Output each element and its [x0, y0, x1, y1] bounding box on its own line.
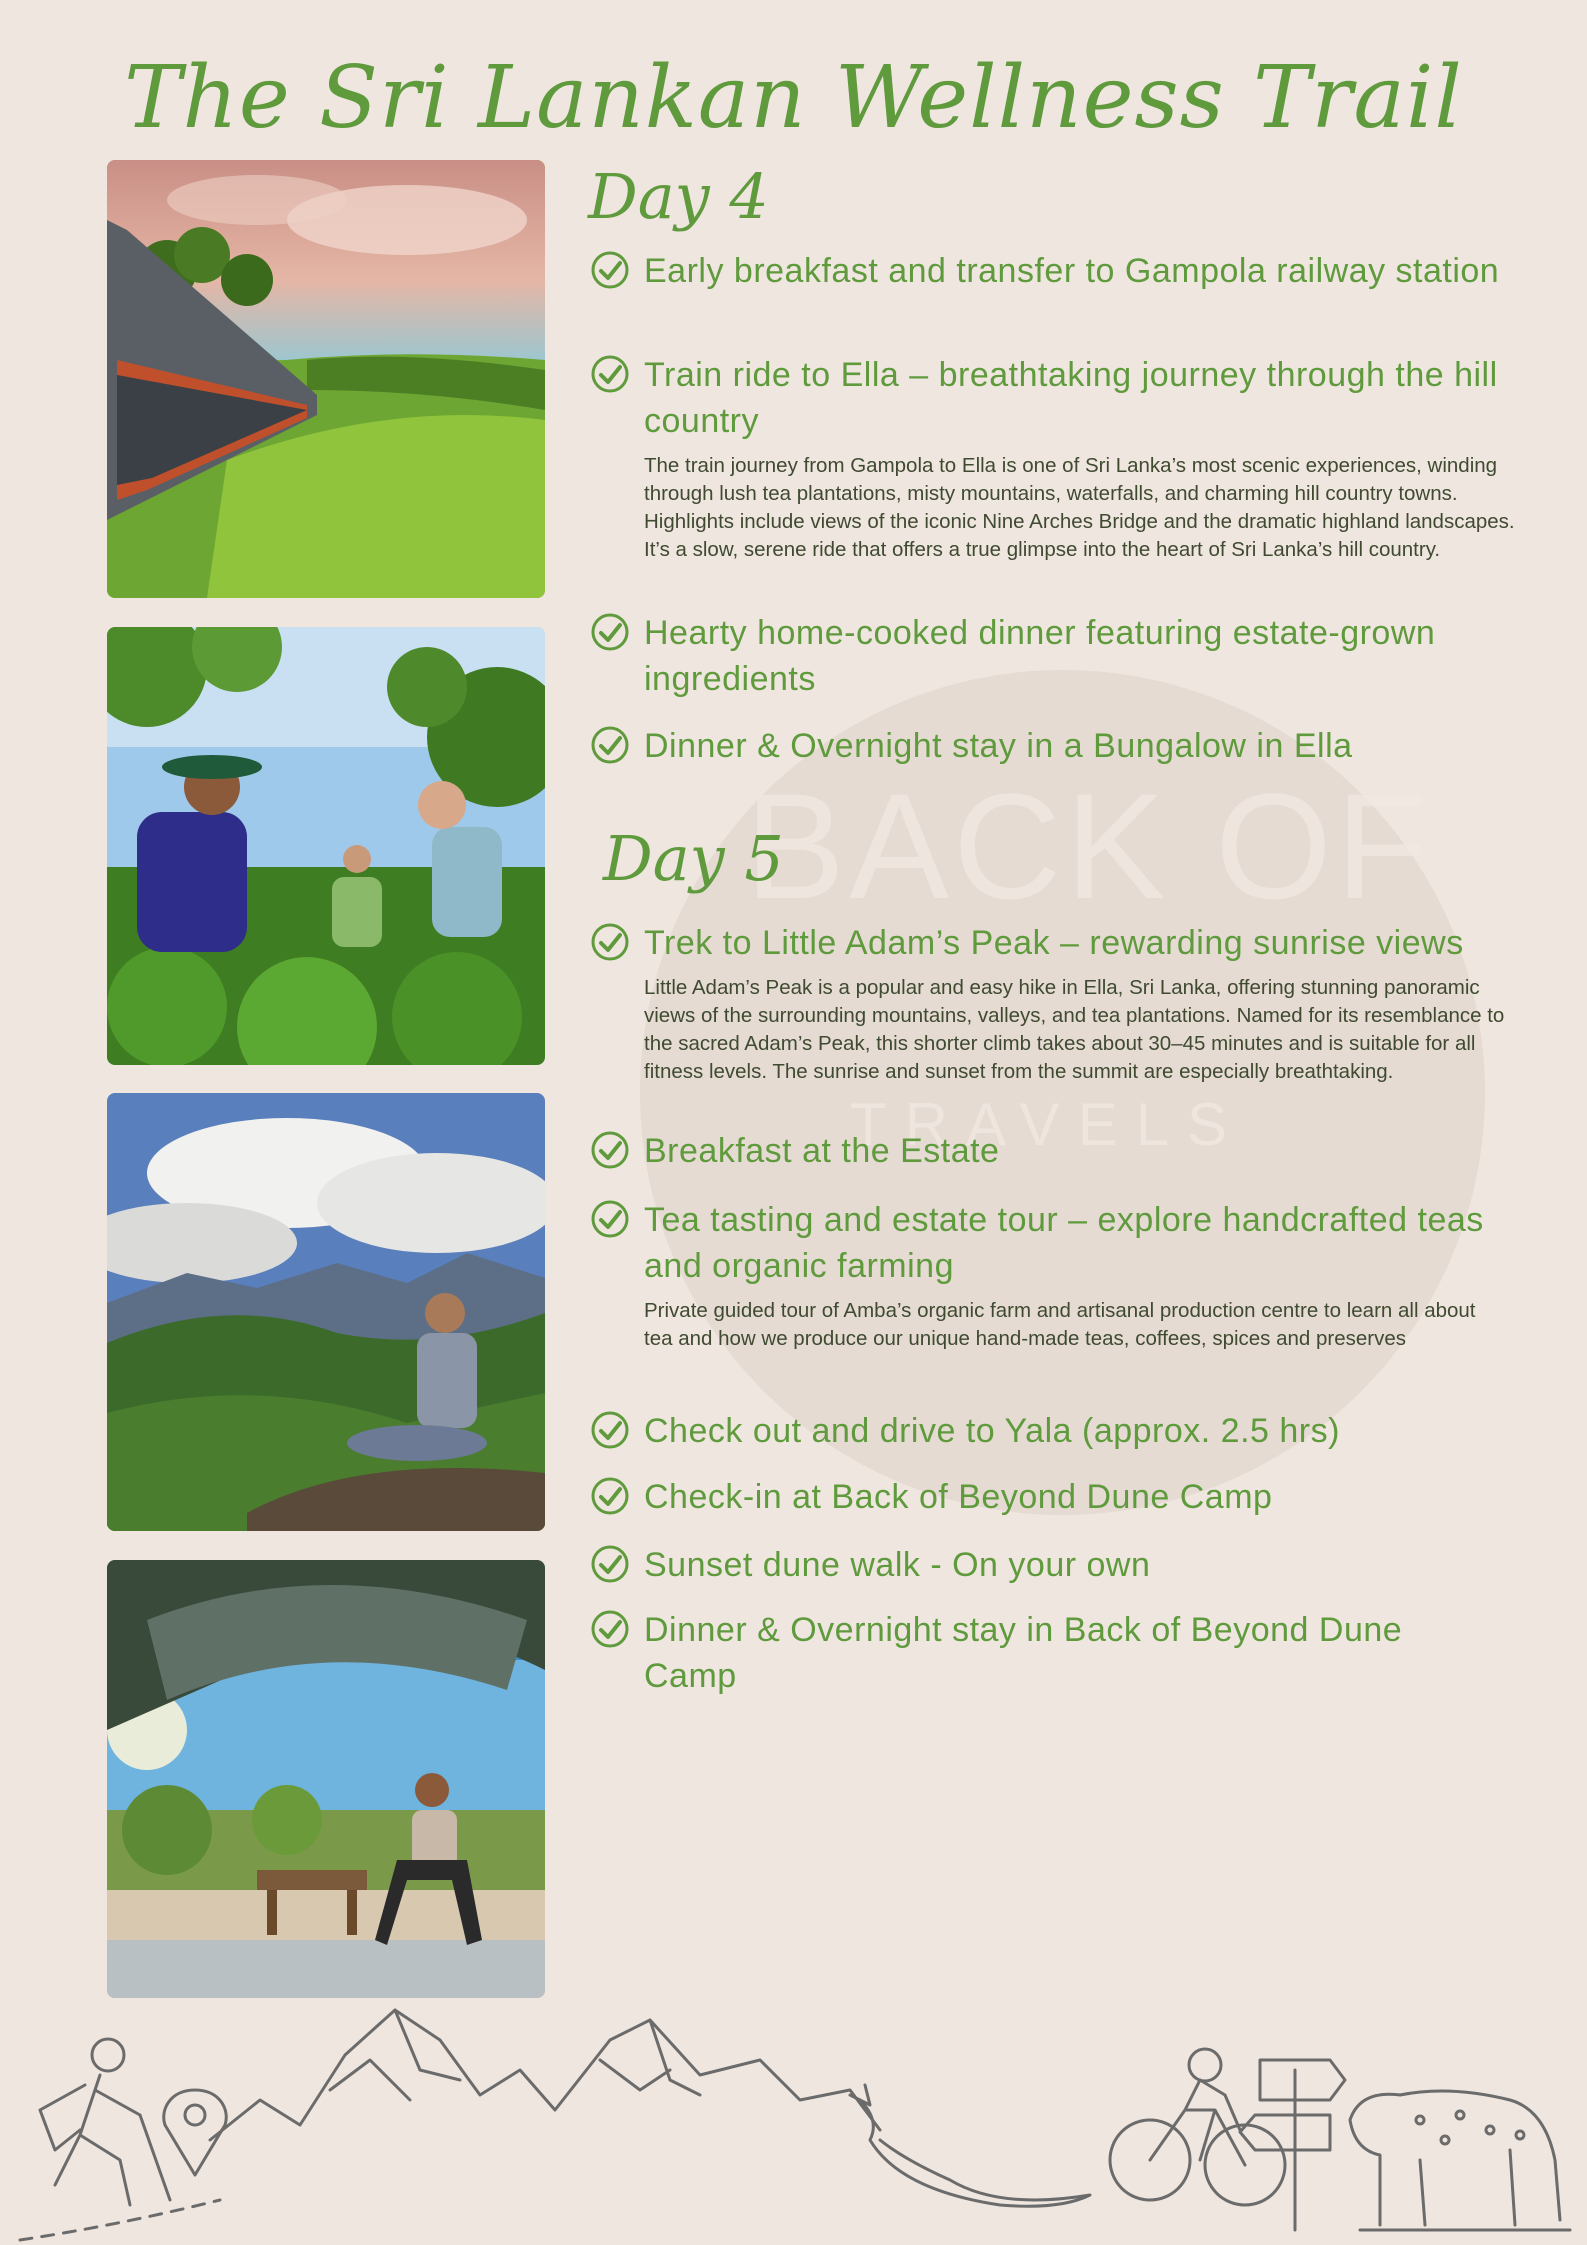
- check-circle-icon: [590, 1609, 630, 1649]
- item-text: Check-in at Back of Beyond Dune Camp: [644, 1478, 1273, 1516]
- list-item: [590, 1542, 1530, 1588]
- item-text: Train ride to Ella – breathtaking journey through the hill country: [644, 356, 1498, 440]
- list-item: [590, 920, 1530, 1086]
- check-circle-icon: [590, 1130, 630, 1170]
- mountain-meditation-photo: [107, 1093, 545, 1531]
- item-text: Sunset dune walk - On your own: [644, 1546, 1151, 1584]
- mountains-illustration: [210, 2010, 880, 2140]
- check-circle-icon: [590, 1199, 630, 1239]
- item-text: Trek to Little Adam’s Peak – rewarding sunrise views: [644, 924, 1464, 962]
- item-text: Tea tasting and estate tour – explore handcrafted teas and organic farming: [644, 1201, 1484, 1285]
- item-description: The train journey from Gampola to Ella is one of Sri Lanka’s most scenic experiences, winding through lush tea plantations, misty mountains, waterfalls, and charming hill country towns. Highlights include views of the iconic Nine Arches Bridge and the dramatic highland landscapes. It’s a slow, serene ride that offers a true glimpse into the heart of Sri Lanka’s hill country.: [644, 454, 1515, 561]
- page-title: The Sri Lankan Wellness Trail: [124, 48, 1463, 148]
- check-circle-icon: [590, 1476, 630, 1516]
- list-item: [590, 248, 1530, 294]
- item-text: Dinner & Overnight stay in a Bungalow in Ella: [644, 727, 1353, 765]
- tea-picking-photo: [107, 627, 545, 1065]
- day4-heading: Day 4: [588, 160, 769, 233]
- location-pin-icon: [164, 2090, 227, 2175]
- train-tea-plantation-photo: [107, 160, 545, 598]
- leopard-illustration: [1350, 2091, 1570, 2230]
- check-circle-icon: [590, 922, 630, 962]
- day5-heading: Day 5: [603, 822, 784, 895]
- check-circle-icon: [590, 354, 630, 394]
- footer-illustration: [0, 2000, 1587, 2245]
- list-item: [590, 610, 1530, 702]
- item-text: Early breakfast and transfer to Gampola railway station: [644, 252, 1500, 290]
- item-description: Private guided tour of Amba’s organic farm and artisanal production centre to learn all about tea and how we produce our unique hand-made teas, coffees, spices and preserves: [644, 1299, 1476, 1350]
- check-circle-icon: [590, 1544, 630, 1584]
- check-circle-icon: [590, 250, 630, 290]
- list-item: [590, 1128, 1530, 1174]
- check-circle-icon: [590, 725, 630, 765]
- hiker-icon: [20, 2039, 220, 2240]
- list-item: [590, 1408, 1530, 1454]
- list-item: [590, 723, 1530, 769]
- item-description: Little Adam’s Peak is a popular and easy hike in Ella, Sri Lanka, offering stunning panoramic views of the surrounding mountains, valleys, and tea plantations. Named for its resemblance to the sacred Adam’s Peak, this shorter climb takes about 30–45 minutes and is suitable for all fitness levels. The sunrise and sunset from the summit are especially breathtaking.: [644, 976, 1505, 1083]
- whale-illustration: [850, 2085, 1090, 2206]
- list-item: [590, 352, 1530, 564]
- watermark-text-bottom: TRAVELS: [850, 1091, 1245, 1158]
- item-text: Check out and drive to Yala (approx. 2.5 hrs): [644, 1412, 1340, 1450]
- item-text: Hearty home-cooked dinner featuring estate-grown ingredients: [644, 614, 1436, 698]
- check-circle-icon: [590, 1410, 630, 1450]
- list-item: [590, 1607, 1530, 1699]
- item-text: Dinner & Overnight stay in Back of Beyond Dune Camp: [644, 1611, 1403, 1695]
- check-circle-icon: [590, 612, 630, 652]
- dune-camp-tent-photo: [107, 1560, 545, 1998]
- list-item: [590, 1474, 1530, 1520]
- list-item: [590, 1197, 1530, 1353]
- watermark-text-top: BACK OF: [745, 762, 1432, 930]
- item-text: Breakfast at the Estate: [644, 1132, 1000, 1170]
